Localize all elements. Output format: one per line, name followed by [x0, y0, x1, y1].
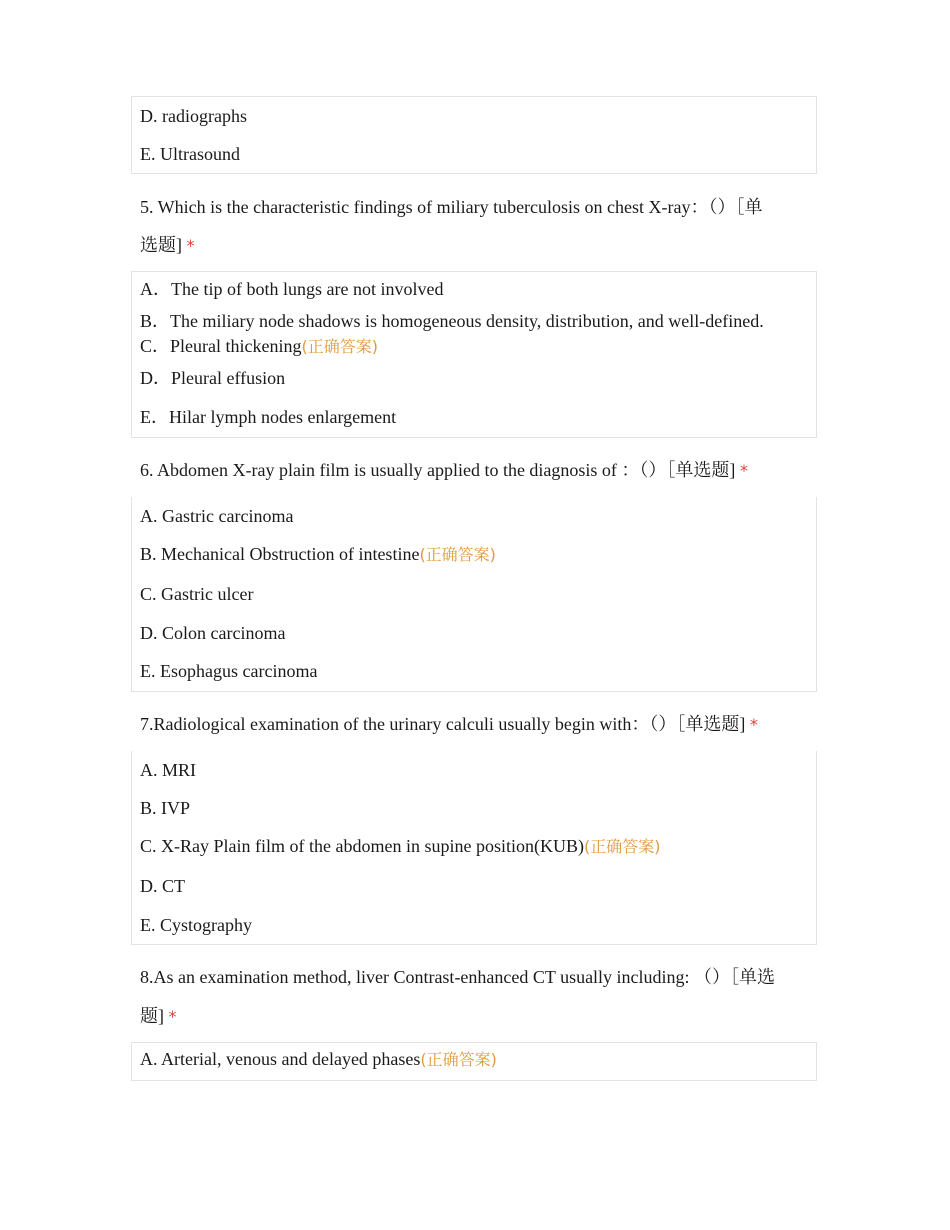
q6-required-mark: *: [739, 461, 748, 480]
q8-option-a-text: A. Arterial, venous and delayed phases: [140, 1049, 421, 1069]
q8-correct-answer-tag: (正确答案): [420, 1050, 497, 1069]
q6-title: [140, 459, 810, 482]
q7-title-text: 7.Radiological examination of the urinary calculi usually begin with：（）［单选题]: [140, 714, 746, 734]
q6-option-c[interactable]: C. Gastric ulcer: [140, 584, 254, 604]
q7-title: [140, 713, 810, 736]
q8-title-line2: [140, 1005, 810, 1028]
q5-option-b[interactable]: B．The miliary node shadows is homogeneous density, distribution, and well-defined.: [140, 311, 764, 331]
q5-option-a[interactable]: A．The tip of both lungs are not involved: [140, 279, 444, 299]
q5-title-line1: 5. Which is the characteristic findings of miliary tuberculosis on chest X-ray：（）［单: [140, 197, 763, 217]
q7-option-c-text: C. X-Ray Plain film of the abdomen in supine position(KUB): [140, 836, 584, 856]
q6-option-a[interactable]: A. Gastric carcinoma: [140, 506, 294, 526]
q6-option-e[interactable]: E. Esophagus carcinoma: [140, 661, 318, 681]
q5-option-c[interactable]: [140, 335, 378, 358]
q4-option-d[interactable]: D. radiographs: [140, 106, 247, 126]
q6-option-b[interactable]: [140, 543, 496, 566]
q7-correct-answer-tag: (正确答案): [583, 837, 661, 856]
q7-option-c[interactable]: [140, 835, 660, 858]
q8-type: 题]: [140, 1006, 164, 1026]
q7-option-b[interactable]: B. IVP: [140, 798, 191, 818]
q7-required-mark: *: [749, 715, 758, 734]
q6-correct-answer-tag: (正确答案): [419, 545, 496, 564]
q5-type: 选题]: [140, 235, 182, 255]
q8-required-mark: *: [168, 1007, 177, 1026]
q8-option-a[interactable]: [140, 1048, 497, 1071]
q7-option-a[interactable]: A. MRI: [140, 760, 197, 780]
q5-required-mark: *: [186, 236, 195, 255]
q7-option-d[interactable]: D. CT: [140, 876, 185, 896]
q5-option-e[interactable]: E．Hilar lymph nodes enlargement: [140, 407, 397, 427]
q7-option-e[interactable]: E. Cystography: [140, 915, 252, 935]
q4-option-e[interactable]: E. Ultrasound: [140, 144, 240, 164]
q5-title-line2: [140, 234, 810, 257]
q5-correct-answer-tag: (正确答案): [301, 337, 378, 356]
q8-title-line1: 8.As an examination method, liver Contrast-enhanced CT usually including: （）［单选: [140, 967, 776, 987]
q6-option-b-text: B. Mechanical Obstruction of intestine: [140, 544, 420, 564]
q5-option-c-text: C．Pleural thickening: [140, 336, 302, 356]
q6-option-d[interactable]: D. Colon carcinoma: [140, 623, 286, 643]
q6-title-text: 6. Abdomen X-ray plain film is usually applied to the diagnosis of ：（）［单选题]: [140, 460, 736, 480]
q5-option-d[interactable]: D．Pleural effusion: [140, 368, 286, 388]
